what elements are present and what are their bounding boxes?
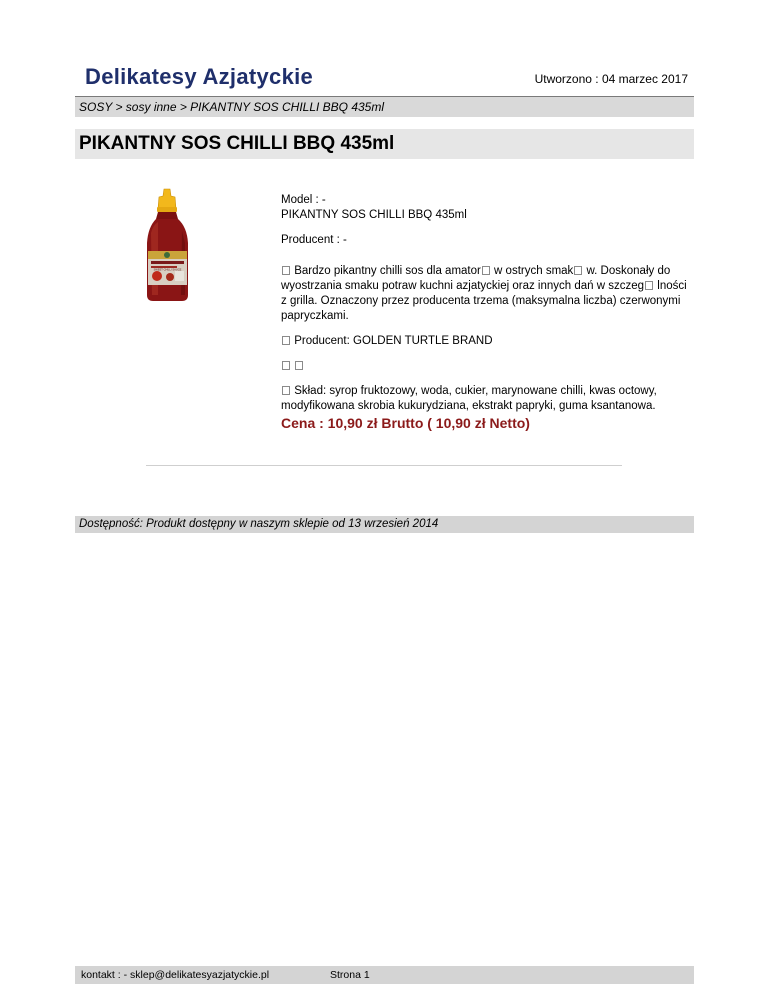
model-label: Model : - [281,194,326,206]
producer-brand: Producent: GOLDEN TURTLE BRAND [294,335,493,347]
divider [146,465,622,466]
ingredients-line [281,384,691,414]
footer-contact: kontakt : - sklep@delikatesyazjatyckie.pl [81,969,270,981]
title-bar [75,129,694,159]
description-part-4: lności z grilla. Oznaczony przez producenta trzema (maksymalna liczba) czerwonymi papryczkami. [281,280,687,322]
product-title: PIKANTNY SOS CHILLI BBQ 435ml [79,133,395,154]
missing-glyph-box [282,336,290,345]
missing-glyph-box [482,266,490,275]
missing-glyph-box [574,266,582,275]
breadcrumb: SOSY > sosy inne > PIKANTNY SOS CHILLI BBQ 435ml [75,97,694,117]
description-part-3: w. Doskonały do wyostrzania smaku potraw kuchni azjatyckiej oraz innych dań w szczeg [281,265,671,292]
empty-glyph-line [281,359,691,374]
product-photo [78,187,260,305]
missing-glyph-box [645,281,653,290]
description-part-1: Bardzo pikantny chilli sos dla amator [294,265,481,277]
footer [75,966,694,984]
description-part-2: w ostrych smak [490,265,574,277]
producer-line [281,334,691,349]
missing-glyph-box [282,361,290,370]
created-date: Utworzono : 04 marzec 2017 [534,72,688,86]
price: Cena : 10,90 zł Brutto ( 10,90 zł Netto) [281,415,530,431]
model-name: PIKANTNY SOS CHILLI BBQ 435ml [281,209,467,221]
site-title: Delikatesy Azjatyckie [85,64,314,89]
ingredients-text: Skład: syrop fruktozowy, woda, cukier, marynowane chilli, kwas octowy, modyfikowana skrobia kukurydziana, ekstrakt papryki, guma ksantanowa. [281,385,657,412]
producer-label: Producent : - [281,234,347,246]
product-info [281,193,691,432]
bottle-label-text: SWEET CHILLI SAUCE [153,268,182,272]
availability: Dostępność: Produkt dostępny w naszym sklepie od 13 wrzesień 2014 [75,516,694,533]
missing-glyph-box [282,386,290,395]
missing-glyph-box [282,266,290,275]
product-description [281,264,691,324]
page-number: Strona 1 [330,969,370,981]
missing-glyph-box [295,361,303,370]
